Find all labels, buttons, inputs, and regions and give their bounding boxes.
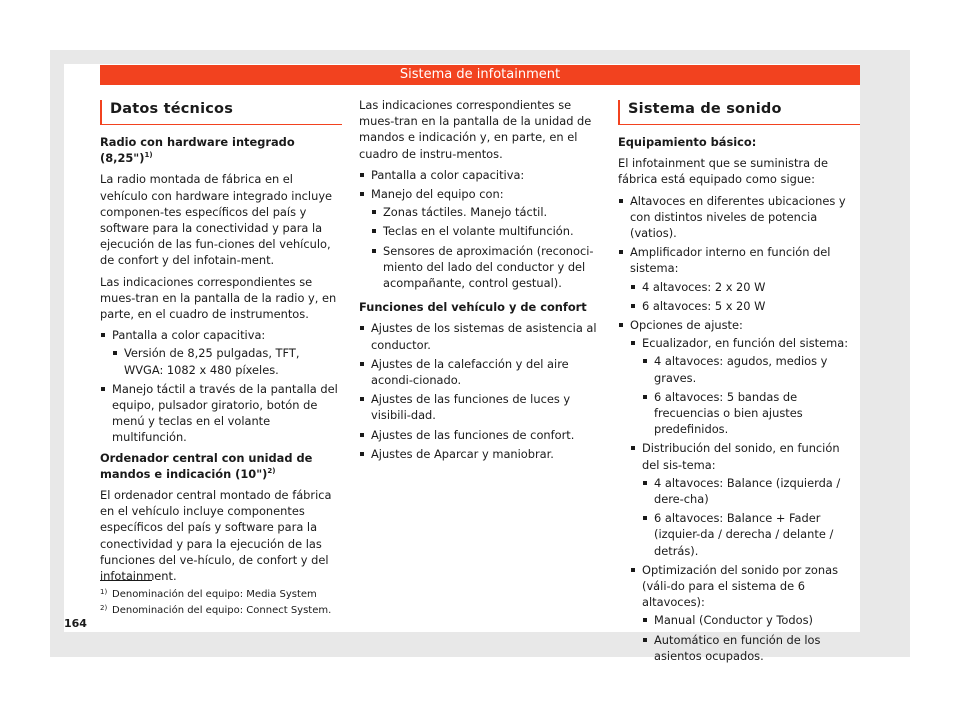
ordenador-heading: Ordenador central con unidad de mandos e indicación (10")$^{2)}$: [100, 450, 313, 481]
radio-heading: Radio con hardware integrado (8,25")$^{1)}$: [100, 135, 295, 166]
column-3: [618, 100, 860, 668]
list-item: Ajustes de las funciones de confort.: [359, 427, 601, 443]
list-item: Manual (Conductor y Todos): [642, 612, 860, 628]
list-item: 6 altavoces: Balance + Fader (izquier-da / derecha / delante / detrás).: [642, 510, 860, 559]
list-item: Pantalla a color capacitiva:: [359, 167, 601, 183]
column-1: [100, 100, 342, 589]
list-item: Zonas táctiles. Manejo táctil.: [371, 204, 601, 220]
list-item: Altavoces en diferentes ubicaciones y con distintos niveles de potencia (vatios).: [618, 193, 860, 242]
list-item: Ajustes de la calefacción y del aire acondi-cionado.: [359, 356, 601, 388]
list-item: 4 altavoces: Balance (izquierda / dere-cha): [642, 475, 860, 507]
footnote-divider: [100, 580, 152, 581]
list-item: 4 altavoces: 2 x 20 W: [630, 279, 860, 295]
list-item: Automático en función de los asientos ocupados.: [642, 632, 860, 664]
column-2: [359, 97, 601, 466]
funciones-heading: Funciones del vehículo y de confort: [359, 300, 587, 315]
footnote-ref: 1): [144, 151, 153, 160]
list-item: Ajustes de las funciones de luces y visibili-dad.: [359, 391, 601, 423]
paragraph: El ordenador central montado de fábrica en el vehículo incluye componentes específicos del país y software para la conectividad y para la ejecución de las funciones del ve-hículo, de confort y del infotainment.: [100, 488, 332, 584]
list-item: Teclas en el volante multifunción.: [371, 223, 601, 239]
list-item: Amplificador interno en función del sistema: 4 altavoces: 2 x 20 W 6 altavoces: 5 x 20 W: [618, 244, 860, 314]
list-item: Sensores de aproximación (reconoci-miento del lado del conductor y del acompañante, control gestual).: [371, 243, 601, 292]
equipamiento-heading: Equipamiento básico:: [618, 135, 757, 149]
section-title-datos-tecnicos: Datos técnicos: [100, 100, 342, 125]
list-item: Ajustes de los sistemas de asistencia al conductor.: [359, 320, 601, 352]
list-item: Ecualizador, en función del sistema: 4 altavoces: agudos, medios y graves. 6 altavoces: 5 bandas de frecuencias o bien ajustes predefinidos.: [630, 335, 860, 437]
bullet-list: [100, 327, 342, 445]
list-item: Optimización del sonido por zonas (váli-do para el sistema de 6 altavoces): Manual (Conductor y Todos) Automático en función de los asientos ocupados.: [630, 562, 860, 664]
paragraph: Las indicaciones correspondientes se mues-tran en la pantalla de la unidad de mandos e indicación y, en parte, en el cuadro de instru-mentos.: [359, 98, 592, 161]
footnote-2: 2) Denominación del equipo: Connect System.: [100, 604, 332, 616]
list-item: Versión de 8,25 pulgadas, TFT, WVGA: 1082 x 480 píxeles.: [112, 345, 342, 377]
list-item: 6 altavoces: 5 x 20 W: [630, 298, 860, 314]
list-item: Pantalla a color capacitiva: Versión de 8,25 pulgadas, TFT, WVGA: 1082 x 480 píxeles.: [100, 327, 342, 378]
section-title-sistema-de-sonido: Sistema de sonido: [618, 100, 860, 125]
paragraph: La radio montada de fábrica en el vehículo con hardware integrado incluye componen-tes específicos del país y software para la conectividad y para la ejecución de las fun-ciones del vehículo, de confort y del infotain-ment.: [100, 172, 333, 268]
chapter-header: Sistema de infotainment: [100, 65, 860, 85]
list-item: Opciones de ajuste: Ecualizador, en función del sistema: 4 altavoces: agudos, medios y graves. 6 altavoces: 5 bandas de frecuencias o bien ajustes predefinidos. Distribución del sonido, en función del sis-tema: 4 altavoces: Balance (izquierda / dere-cha) 6 altavoces: Balance + Fader (izquier-da / derecha / delante / detrás). Optimización del sonido por zonas (váli-do para el sistema de 6 altavoces): Manual (Conductor y Todos) Automático en función de los asientos ocupados.: [618, 317, 860, 664]
page-number: 164: [64, 617, 87, 630]
list-item: Manejo táctil a través de la pantalla del equipo, pulsador giratorio, botón de menú y teclas en el volante multifunción.: [100, 381, 342, 446]
list-item: 6 altavoces: 5 bandas de frecuencias o bien ajustes predefinidos.: [642, 389, 860, 438]
list-item: Distribución del sonido, en función del sis-tema: 4 altavoces: Balance (izquierda / dere-cha) 6 altavoces: Balance + Fader (izquier-da / derecha / delante / detrás).: [630, 440, 860, 558]
list-item: 4 altavoces: agudos, medios y graves.: [642, 353, 860, 385]
footnote-ref: 2): [267, 467, 276, 476]
list-item: Ajustes de Aparcar y maniobrar.: [359, 446, 601, 462]
footnote-1: 1) Denominación del equipo: Media System: [100, 588, 317, 600]
list-item: Manejo del equipo con: Zonas táctiles. Manejo táctil. Teclas en el volante multifunción. Sensores de aproximación (reconoci-miento del lado del conductor y del acompañante, control gestual).: [359, 186, 601, 291]
paragraph: Las indicaciones correspondientes se mues-tran en la pantalla de la radio y, en parte, en el cuadro de instrumentos.: [100, 274, 337, 322]
bullet-list: [359, 167, 601, 291]
bullet-list: [618, 193, 860, 664]
footnotes: [100, 580, 350, 619]
bullet-list: [359, 320, 601, 462]
paragraph: El infotainment que se suministra de fábrica está equipado como sigue:: [618, 156, 828, 187]
